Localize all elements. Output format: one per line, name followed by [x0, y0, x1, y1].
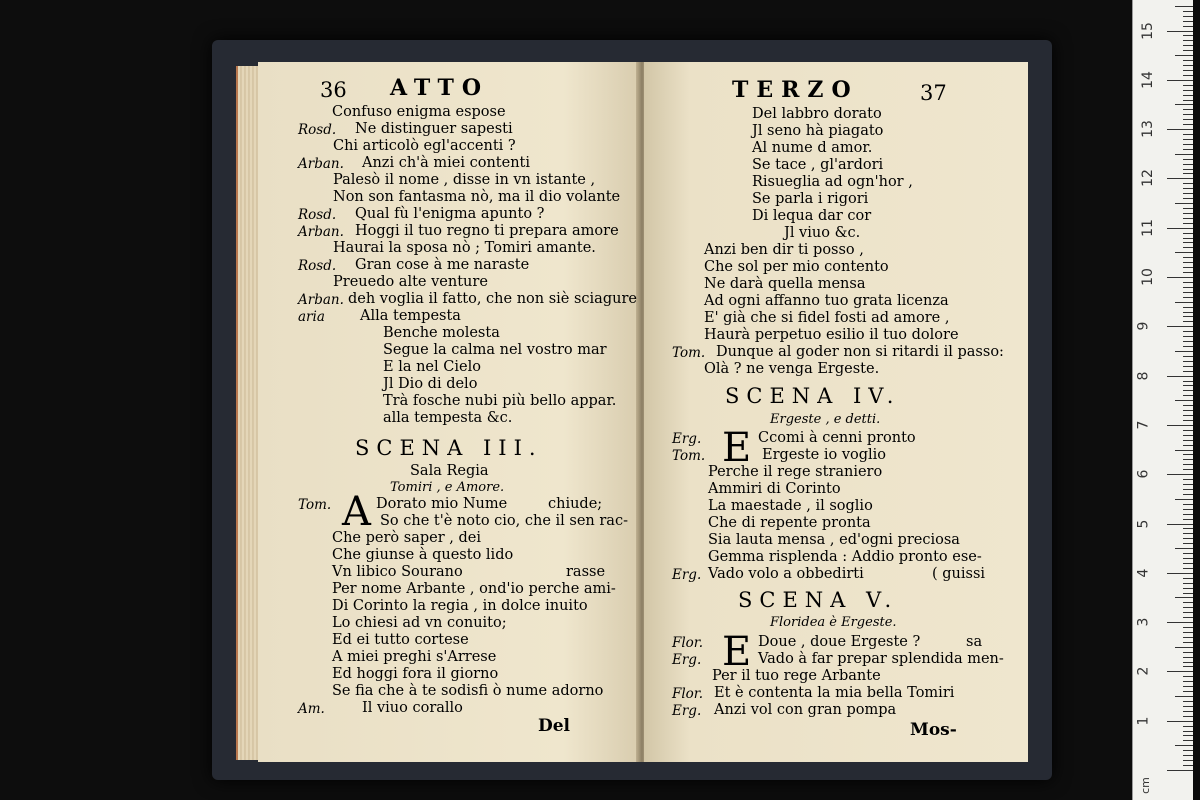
ruler-tick	[1183, 735, 1193, 736]
line-continuation: chiude;	[548, 496, 603, 512]
ruler-tick	[1183, 489, 1193, 490]
ruler-tick	[1183, 494, 1193, 495]
speaker-label: Tom.	[672, 345, 706, 361]
speaker-label: Rosd.	[298, 122, 337, 138]
text-line: Vado volo a obbedirti	[708, 566, 864, 582]
ruler-tick	[1183, 50, 1193, 51]
ruler-tick	[1183, 593, 1193, 594]
text-line: Per nome Arbante , ond'io perche ami-	[332, 581, 616, 597]
ruler-tick	[1183, 390, 1193, 391]
speaker-label: Tom.	[672, 448, 706, 464]
text-line: E la nel Cielo	[383, 359, 481, 375]
text-line: Trà fosche nubi più bello appar.	[383, 393, 617, 409]
ruler-tick	[1183, 750, 1193, 751]
left-running-head: ATTO	[390, 75, 489, 101]
text-line: Ed ei tutto cortese	[332, 632, 469, 648]
speaker-label: Tom.	[298, 497, 332, 513]
ruler-tick	[1183, 445, 1193, 446]
ruler-tick	[1183, 45, 1193, 46]
text-line: Segue la calma nel vostro mar	[383, 342, 607, 358]
ruler-tick	[1183, 60, 1193, 61]
ruler-tick	[1175, 252, 1193, 253]
ruler-tick	[1183, 726, 1193, 727]
ruler-tick	[1183, 90, 1193, 91]
ruler-tick	[1183, 70, 1193, 71]
text-line: deh voglia il fatto, che non siè sciagure	[348, 291, 637, 307]
text-line: Anzi ch'à miei contenti	[362, 155, 531, 171]
ruler-tick	[1167, 573, 1193, 574]
scene-3-setting: Sala Regia	[410, 463, 489, 479]
ruler-tick	[1183, 514, 1193, 515]
ruler-tick	[1183, 701, 1193, 702]
ruler-unit: cm	[1138, 777, 1152, 794]
ruler-tick	[1183, 356, 1193, 357]
text-line: Di Corinto la regia , in dolce inuito	[332, 598, 588, 614]
ruler-number: 3	[1135, 617, 1152, 627]
ruler-tick	[1183, 385, 1193, 386]
right-catchword: Mos-	[910, 720, 957, 740]
ruler-number: 8	[1135, 371, 1152, 381]
ruler-tick	[1183, 504, 1193, 505]
ruler-tick	[1183, 292, 1193, 293]
ruler-tick	[1183, 454, 1193, 455]
ruler-tick	[1175, 499, 1193, 500]
ruler-tick	[1183, 666, 1193, 667]
ruler-tick	[1183, 519, 1193, 520]
text-line: Gemma risplenda : Addio pronto ese-	[708, 549, 982, 565]
ruler-tick	[1183, 538, 1193, 539]
ruler-tick	[1183, 637, 1193, 638]
ruler-tick	[1183, 134, 1193, 135]
text-line: Che giunse à questo lido	[332, 547, 514, 563]
ruler-tick	[1183, 321, 1193, 322]
speaker-label: Arban.	[298, 224, 344, 240]
text-line: Che però saper , dei	[332, 530, 481, 546]
ruler-tick	[1175, 696, 1193, 697]
ruler-tick	[1175, 154, 1193, 155]
scene-3-heading: SCENA III.	[355, 436, 543, 460]
ruler-tick	[1167, 228, 1193, 229]
ruler-tick	[1183, 346, 1193, 347]
ruler-tick	[1183, 164, 1193, 165]
text-line: Jl seno hà piagato	[752, 123, 884, 139]
ruler-tick	[1175, 6, 1193, 7]
speaker-label: Arban.	[298, 156, 344, 172]
ruler-tick	[1183, 381, 1193, 382]
scene-4-characters: Ergeste , e detti.	[770, 412, 881, 427]
ruler-tick	[1183, 173, 1193, 174]
text-line: Confuso enigma espose	[332, 104, 506, 120]
ruler-tick	[1183, 755, 1193, 756]
ruler-tick	[1183, 558, 1193, 559]
ruler-number: 2	[1135, 666, 1152, 676]
text-line: Al nume d amor.	[752, 140, 873, 156]
text-line: Ne darà quella mensa	[704, 276, 866, 292]
text-line: Gran cose à me naraste	[355, 257, 530, 273]
ruler-tick	[1183, 21, 1193, 22]
text-line: Jl viuo &c.	[784, 225, 861, 241]
ruler-tick	[1183, 543, 1193, 544]
text-line: Haurà perpetuo esilio il tuo dolore	[704, 327, 959, 343]
ruler-tick	[1183, 169, 1193, 170]
ruler-tick	[1175, 302, 1193, 303]
ruler-tick	[1183, 371, 1193, 372]
ruler-tick	[1183, 297, 1193, 298]
ruler-tick	[1183, 691, 1193, 692]
ruler-tick	[1175, 450, 1193, 451]
text-line: Perche il rege straniero	[708, 464, 883, 480]
measuring-ruler	[1132, 0, 1193, 800]
ruler-tick	[1183, 662, 1193, 663]
speaker-label: Erg.	[672, 567, 702, 583]
line-continuation: ( guissi	[932, 566, 986, 582]
ruler-tick	[1167, 474, 1193, 475]
ruler-tick	[1183, 632, 1193, 633]
text-line: Che di repente pronta	[708, 515, 871, 531]
ruler-tick	[1183, 95, 1193, 96]
text-line: Ccomi à cenni pronto	[758, 430, 916, 446]
text-line: Se fia che à te sodisfi ò nume adorno	[332, 683, 604, 699]
text-line: Del labbro dorato	[752, 106, 882, 122]
ruler-tick	[1183, 716, 1193, 717]
speaker-label: Flor.	[672, 686, 704, 702]
speaker-label: Flor.	[672, 635, 704, 651]
text-line: Chi articolò egl'accenti ?	[333, 138, 516, 154]
ruler-number: 10	[1139, 268, 1156, 286]
text-line: Qual fù l'enigma apunto ?	[355, 206, 545, 222]
ruler-tick	[1183, 257, 1193, 258]
speaker-label: Erg.	[672, 431, 702, 447]
ruler-tick	[1175, 55, 1193, 56]
ruler-tick	[1183, 100, 1193, 101]
speaker-label: Erg.	[672, 652, 702, 668]
text-line: Ed hoggi fora il giorno	[332, 666, 499, 682]
ruler-tick	[1183, 740, 1193, 741]
text-line: Doue , doue Ergeste ?	[758, 634, 921, 650]
text-line: Il viuo corallo	[362, 700, 463, 716]
ruler-tick	[1175, 597, 1193, 598]
ruler-tick	[1183, 238, 1193, 239]
ruler-tick	[1183, 262, 1193, 263]
ruler-tick	[1167, 622, 1193, 623]
ruler-tick	[1183, 366, 1193, 367]
ruler-tick	[1183, 183, 1193, 184]
text-line: Anzi ben dir ti posso ,	[704, 242, 864, 258]
ruler-number: 1	[1135, 716, 1152, 726]
text-line: Ammiri di Corinto	[708, 481, 841, 497]
ruler-tick	[1183, 188, 1193, 189]
ruler-tick	[1167, 31, 1193, 32]
text-line: alla tempesta &c.	[383, 410, 513, 426]
ruler-tick	[1183, 16, 1193, 17]
ruler-tick	[1183, 765, 1193, 766]
speaker-label: Am.	[298, 701, 325, 717]
scene-5-dropcap: E	[722, 629, 752, 675]
ruler-tick	[1167, 80, 1193, 81]
ruler-tick	[1167, 277, 1193, 278]
text-line: Benche molesta	[383, 325, 500, 341]
ruler-tick	[1183, 287, 1193, 288]
speaker-label: aria	[298, 309, 325, 325]
ruler-number: 6	[1135, 469, 1152, 479]
ruler-tick	[1183, 85, 1193, 86]
ruler-tick	[1183, 617, 1193, 618]
ruler-tick	[1175, 104, 1193, 105]
ruler-tick	[1183, 139, 1193, 140]
text-line: Haurai la sposa nò ; Tomiri amante.	[333, 240, 596, 256]
text-line: Et è contenta la mia bella Tomiri	[714, 685, 955, 701]
ruler-tick	[1183, 681, 1193, 682]
ruler-tick	[1175, 400, 1193, 401]
text-line: Alla tempesta	[360, 308, 461, 324]
ruler-tick	[1183, 247, 1193, 248]
text-line: Sia lauta mensa , ed'ogni preciosa	[708, 532, 960, 548]
line-continuation: sa	[966, 634, 983, 650]
ruler-tick	[1183, 469, 1193, 470]
ruler-tick	[1175, 203, 1193, 204]
ruler-tick	[1167, 129, 1193, 130]
ruler-tick	[1183, 159, 1193, 160]
ruler-number: 11	[1139, 218, 1156, 237]
ruler-number: 7	[1135, 420, 1152, 430]
text-line: Dunque al goder non si ritardi il passo:	[716, 344, 1004, 360]
ruler-tick	[1183, 602, 1193, 603]
ruler-tick	[1183, 109, 1193, 110]
ruler-tick	[1183, 563, 1193, 564]
ruler-tick	[1183, 459, 1193, 460]
ruler-number: 12	[1139, 169, 1156, 188]
left-page-number: 36	[320, 78, 347, 102]
ruler-tick	[1183, 528, 1193, 529]
text-line: Ergeste io voglio	[762, 447, 887, 463]
ruler-tick	[1183, 612, 1193, 613]
ruler-tick	[1183, 652, 1193, 653]
ruler-tick	[1183, 40, 1193, 41]
ruler-tick	[1183, 223, 1193, 224]
left-catchword: Del	[538, 716, 571, 736]
ruler-tick	[1183, 144, 1193, 145]
ruler-tick	[1183, 583, 1193, 584]
ruler-tick	[1183, 607, 1193, 608]
ruler-tick	[1183, 149, 1193, 150]
text-line: Anzi vol con gran pompa	[714, 702, 897, 718]
ruler-tick	[1175, 745, 1193, 746]
ruler-number: 5	[1135, 519, 1152, 528]
ruler-tick	[1183, 312, 1193, 313]
text-line: Di lequa dar cor	[752, 208, 872, 224]
text-line: Ne distinguer sapesti	[355, 121, 513, 137]
ruler-tick	[1183, 193, 1193, 194]
text-line: Ad ogni affanno tuo grata licenza	[704, 293, 949, 309]
ruler-tick	[1183, 415, 1193, 416]
ruler-tick	[1183, 307, 1193, 308]
ruler-tick	[1183, 65, 1193, 66]
ruler-tick	[1167, 770, 1193, 771]
ruler-tick	[1167, 326, 1193, 327]
scene-5-heading: SCENA V.	[738, 588, 899, 612]
text-line: Lo chiesi ad vn conuito;	[332, 615, 507, 631]
text-line: Per il tuo rege Arbante	[712, 668, 881, 684]
ruler-tick	[1183, 706, 1193, 707]
text-line: Se tace , gl'ardori	[752, 157, 884, 173]
ruler-tick	[1183, 316, 1193, 317]
ruler-tick	[1175, 351, 1193, 352]
speaker-label: Rosd.	[298, 258, 337, 274]
text-line: Vado à far prepar splendida men-	[758, 651, 1004, 667]
ruler-tick	[1183, 11, 1193, 12]
ruler-tick	[1183, 233, 1193, 234]
text-line: La maestade , il soglio	[708, 498, 873, 514]
ruler-tick	[1183, 282, 1193, 283]
ruler-tick	[1183, 26, 1193, 27]
ruler-tick	[1167, 425, 1193, 426]
ruler-tick	[1183, 464, 1193, 465]
ruler-tick	[1167, 376, 1193, 377]
text-line: Risueglia ad ogn'hor ,	[752, 174, 913, 190]
ruler-tick	[1183, 119, 1193, 120]
ruler-tick	[1183, 484, 1193, 485]
ruler-tick	[1183, 267, 1193, 268]
speaker-label: Rosd.	[298, 207, 337, 223]
ruler-tick	[1183, 435, 1193, 436]
text-line: Non son fantasma nò, ma il dio volante	[333, 189, 621, 205]
ruler-tick	[1183, 627, 1193, 628]
ruler-number: 9	[1135, 321, 1152, 331]
ruler-tick	[1175, 548, 1193, 549]
ruler-number: 14	[1139, 70, 1156, 89]
text-line: Hoggi il tuo regno ti prepara amore	[355, 223, 619, 239]
ruler-tick	[1183, 686, 1193, 687]
ruler-tick	[1183, 578, 1193, 579]
ruler-tick	[1183, 331, 1193, 332]
ruler-tick	[1183, 479, 1193, 480]
ruler-tick	[1183, 405, 1193, 406]
ruler-tick	[1183, 114, 1193, 115]
ruler-tick	[1183, 676, 1193, 677]
ruler-tick	[1183, 35, 1193, 36]
text-line: Palesò il nome , disse in vn istante ,	[333, 172, 596, 188]
ruler-number: 13	[1139, 120, 1156, 139]
ruler-tick	[1183, 553, 1193, 554]
ruler-tick	[1183, 272, 1193, 273]
right-running-head: TERZO	[732, 77, 859, 103]
speaker-label: Arban.	[298, 292, 344, 308]
ruler-tick	[1183, 218, 1193, 219]
ruler-tick	[1183, 509, 1193, 510]
ruler-number: 4	[1135, 568, 1152, 578]
text-line: Vn libico Sourano	[332, 564, 463, 580]
ruler-tick	[1183, 208, 1193, 209]
ruler-tick	[1167, 178, 1193, 179]
ruler-tick	[1183, 440, 1193, 441]
scene-3-dropcap: A	[342, 489, 371, 535]
ruler-tick	[1183, 657, 1193, 658]
text-line: E' già che si fidel fosti ad amore ,	[704, 310, 950, 326]
ruler-tick	[1183, 568, 1193, 569]
text-line: Se parla i rigori	[752, 191, 869, 207]
ruler-tick	[1183, 410, 1193, 411]
text-line: Olà ? ne venga Ergeste.	[704, 361, 880, 377]
scene-4-dropcap: E	[722, 425, 752, 471]
text-line: Che sol per mio contento	[704, 259, 889, 275]
text-line: Preuedo alte venture	[333, 274, 488, 290]
ruler-tick	[1183, 124, 1193, 125]
ruler-tick	[1183, 731, 1193, 732]
ruler-number: 15	[1139, 21, 1156, 40]
scene-3-characters: Tomiri , e Amore.	[390, 480, 505, 495]
text-line: So che t'è noto cio, che il sen rac-	[380, 513, 628, 529]
ruler-tick	[1183, 420, 1193, 421]
ruler-tick	[1183, 588, 1193, 589]
scene-5-characters: Floridea è Ergeste.	[770, 615, 897, 630]
ruler-tick	[1183, 361, 1193, 362]
ruler-tick	[1183, 760, 1193, 761]
text-line: Dorato mio Nume	[376, 496, 508, 512]
ruler-tick	[1183, 336, 1193, 337]
ruler-tick	[1183, 75, 1193, 76]
line-continuation: rasse	[566, 564, 606, 580]
text-line: Jl Dio di delo	[383, 376, 478, 392]
ruler-tick	[1183, 430, 1193, 431]
ruler-tick	[1183, 213, 1193, 214]
ruler-tick	[1167, 721, 1193, 722]
scene-4-heading: SCENA IV.	[725, 384, 901, 408]
right-page-number: 37	[920, 81, 947, 105]
speaker-label: Erg.	[672, 703, 702, 719]
ruler-tick	[1183, 395, 1193, 396]
ruler-tick	[1167, 671, 1193, 672]
ruler-tick	[1183, 533, 1193, 534]
ruler-tick	[1183, 242, 1193, 243]
ruler-tick	[1183, 711, 1193, 712]
ruler-tick	[1183, 341, 1193, 342]
ruler-tick	[1183, 642, 1193, 643]
ruler-tick	[1183, 198, 1193, 199]
ruler-tick	[1175, 647, 1193, 648]
text-line: A miei preghi s'Arrese	[332, 649, 497, 665]
ruler-tick	[1167, 524, 1193, 525]
